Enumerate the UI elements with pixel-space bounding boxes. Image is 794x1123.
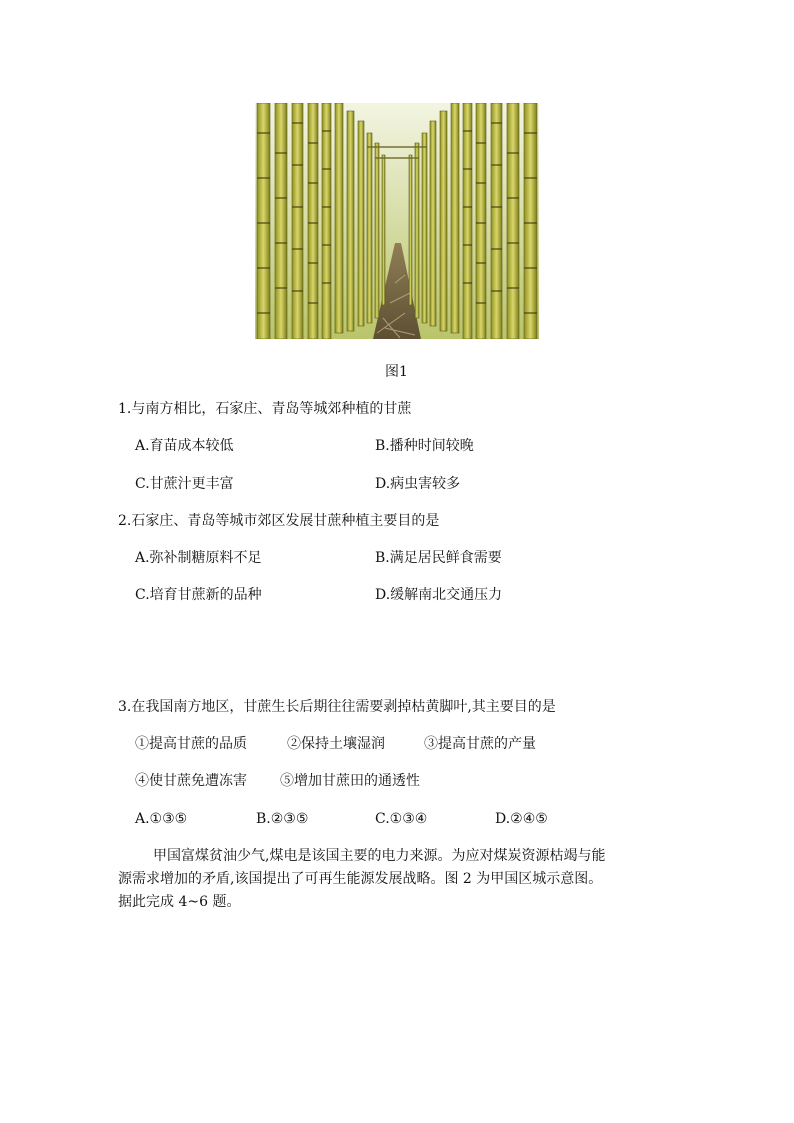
question-1-option-d: D.病虫害较多 [375, 476, 461, 492]
question-3-option-d: D.②④⑤ [495, 811, 548, 827]
question-3-stem: 3.在我国南方地区，甘蔗生长后期往往需要剥掉枯黄脚叶,其主要目的是 [118, 699, 556, 715]
question-1-option-c: C.甘蔗汁更丰富 [135, 476, 234, 492]
question-1-option-b: B.播种时间较晚 [375, 438, 474, 454]
question-3-statement-2: ②保持土壤湿润 [287, 736, 385, 752]
question-3-statement-4: ④使甘蔗免遭冻害 [135, 773, 247, 789]
question-2-option-c: C.培育甘蔗新的品种 [135, 587, 262, 603]
question-2-option-b: B.满足居民鲜食需要 [375, 550, 502, 566]
question-3-statement-5: ⑤增加甘蔗田的通透性 [280, 773, 420, 789]
passage-paragraph [118, 845, 678, 914]
passage-line-2: 源需求增加的矛盾,该国提出了可再生能源发展战略。图 2 为甲国区城示意图。 [118, 871, 603, 887]
passage-line-3: 据此完成 4~6 题。 [118, 894, 241, 910]
question-2-option-d: D.缓解南北交通压力 [375, 587, 503, 603]
question-3-statement-1: ①提高甘蔗的品质 [135, 736, 247, 752]
question-1-stem: 1.与南方相比，石家庄、青岛等城郊种植的甘蔗 [118, 401, 412, 417]
sugarcane-field-photo [255, 103, 539, 339]
question-1-option-a: A.育苗成本较低 [135, 438, 234, 454]
figure-caption: 图1 [385, 364, 408, 380]
question-3-option-b: B.②③⑤ [256, 811, 309, 827]
question-3-statement-3: ③提高甘蔗的产量 [424, 736, 536, 752]
question-2-option-a: A.弥补制糖原料不足 [135, 550, 262, 566]
question-3-option-c: C.①③④ [375, 811, 428, 827]
question-3-option-a: A.①③⑤ [135, 811, 188, 827]
question-2-stem: 2.石家庄、青岛等城市郊区发展甘蔗种植主要目的是 [118, 513, 440, 529]
passage-line-1: 甲国富煤贫油少气,煤电是该国主要的电力来源。为应对煤炭资源枯竭与能 [153, 848, 606, 864]
